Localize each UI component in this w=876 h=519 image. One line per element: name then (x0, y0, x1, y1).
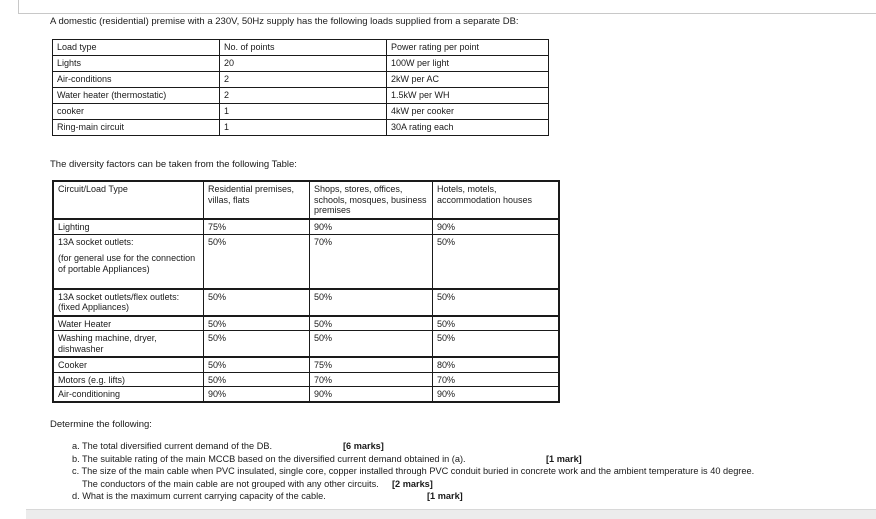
question-a-mark: [6 marks] (343, 441, 384, 451)
socket-outlet-label: 13A socket outlets: (58, 236, 134, 247)
table-cell: 50% (204, 331, 310, 358)
table-cell: 4kW per cooker (387, 104, 549, 120)
table-cell: 2 (220, 88, 387, 104)
table-cell: Air-conditioning (53, 387, 204, 402)
table-cell: 70% (433, 372, 560, 387)
table-cell: 70% (310, 372, 433, 387)
table-cell: 30A rating each (387, 120, 549, 136)
table-row (53, 104, 549, 120)
table-cell: 90% (310, 387, 433, 402)
table-cell: 20 (220, 56, 387, 72)
question-b-mark: [1 mark] (546, 454, 582, 464)
table-row (53, 357, 559, 372)
table-cell: 70% (310, 234, 433, 289)
table-header-row (53, 40, 549, 56)
table-cell: 50% (204, 372, 310, 387)
table-row (53, 372, 559, 387)
table-row (53, 72, 549, 88)
table-cell: Motors (e.g. lifts) (53, 372, 204, 387)
table-row (53, 120, 549, 136)
table-cell: 50% (433, 331, 560, 358)
table-cell: 50% (310, 289, 433, 316)
header-cell: Residential premises, villas, flats (204, 181, 310, 219)
question-b: b. The suitable rating of the main MCCB based on the diversified current demand obtained in (a). (72, 454, 466, 464)
intro-text: A domestic (residential) premise with a 230V, 50Hz supply has the following loads supplied from a separate DB: (50, 16, 519, 27)
table-cell: Ring-main circuit (53, 120, 220, 136)
bottom-panel (26, 509, 876, 519)
table-header-row (53, 181, 559, 219)
table-cell: Water heater (thermostatic) (53, 88, 220, 104)
table-row (53, 234, 559, 289)
diversity-intro-text: The diversity factors can be taken from the following Table: (50, 159, 297, 170)
table-cell: 75% (204, 219, 310, 234)
table-cell: 90% (433, 387, 560, 402)
table-cell: 100W per light (387, 56, 549, 72)
table-row (53, 289, 559, 316)
table-cell: 50% (433, 234, 560, 289)
question-c-continuation: The conductors of the main cable are not grouped with any other circuits. (82, 479, 379, 489)
determine-heading: Determine the following: (50, 419, 152, 430)
question-c: c. The size of the main cable when PVC insulated, single core, copper installed through PVC conduit buried in concrete work and the ambient temperature is 40 degree. (72, 466, 755, 476)
table-cell: Water Heater (53, 316, 204, 331)
table-row (53, 56, 549, 72)
socket-outlet-note: (for general use for the connection of portable Appliances) (58, 253, 196, 274)
table-cell: 13A socket outlets/flex outlets: (fixed Appliances) (53, 289, 204, 316)
question-c-mark: [2 marks] (392, 479, 433, 489)
header-cell: Power rating per point (387, 40, 549, 56)
question-d: d. What is the maximum current carrying capacity of the cable. (72, 491, 326, 501)
table-cell: 90% (433, 219, 560, 234)
table-row (53, 316, 559, 331)
table-row (53, 331, 559, 358)
table-row (53, 88, 549, 104)
table-cell: 90% (204, 387, 310, 402)
question-d-mark: [1 mark] (427, 491, 463, 501)
table-cell: 90% (310, 219, 433, 234)
table-cell: 50% (433, 316, 560, 331)
table-cell: 50% (204, 316, 310, 331)
table-cell: 2kW per AC (387, 72, 549, 88)
table-cell: Air-conditions (53, 72, 220, 88)
table-cell: 1 (220, 104, 387, 120)
table-row (53, 387, 559, 402)
table-cell: 50% (204, 289, 310, 316)
table-cell: cooker (53, 104, 220, 120)
header-cell: Hotels, motels, accommodation houses (433, 181, 560, 219)
table-cell: Cooker (53, 357, 204, 372)
table-cell: 1 (220, 120, 387, 136)
table-cell: 50% (310, 316, 433, 331)
top-frame (18, 0, 876, 14)
table-cell: 50% (204, 234, 310, 289)
table-cell: 50% (204, 357, 310, 372)
question-a: a. The total diversified current demand of the DB. (72, 441, 273, 451)
table-cell: Washing machine, dryer, dishwasher (53, 331, 204, 358)
table-cell: 1.5kW per WH (387, 88, 549, 104)
loads-table (52, 39, 549, 136)
table-cell: 2 (220, 72, 387, 88)
table-cell: 75% (310, 357, 433, 372)
diversity-table (52, 180, 560, 403)
table-cell: 50% (433, 289, 560, 316)
table-cell: 50% (310, 331, 433, 358)
table-row (53, 219, 559, 234)
header-cell: Circuit/Load Type (53, 181, 204, 219)
header-cell: Load type (53, 40, 220, 56)
table-cell: Lights (53, 56, 220, 72)
table-cell: Lighting (53, 219, 204, 234)
header-cell: Shops, stores, offices, schools, mosques, business premises (310, 181, 433, 219)
header-cell: No. of points (220, 40, 387, 56)
table-cell: 80% (433, 357, 560, 372)
table-cell (53, 234, 204, 289)
